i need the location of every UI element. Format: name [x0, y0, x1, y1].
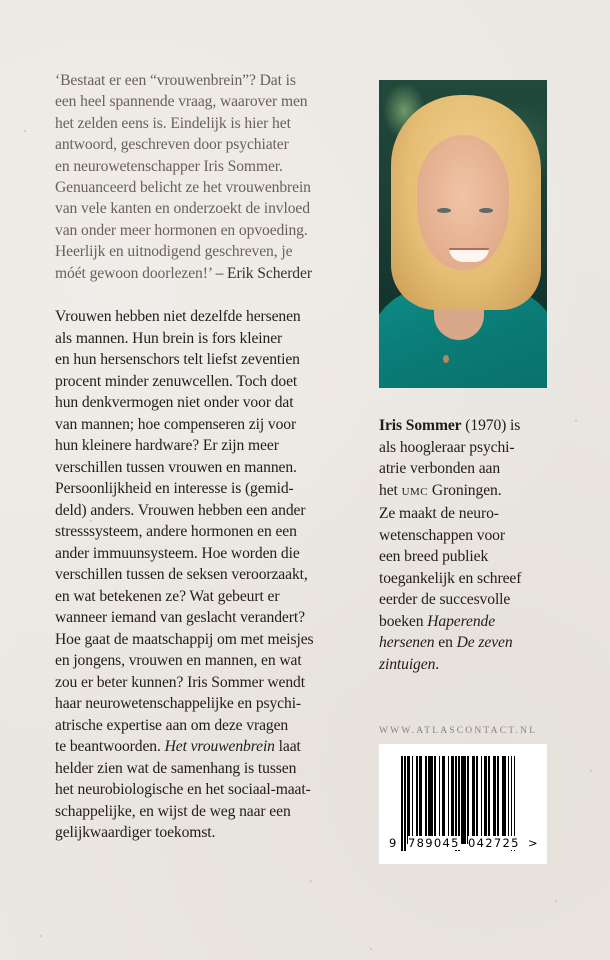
- bio-text: en: [434, 634, 457, 651]
- blurb-line: deld) anders. Vrouwen hebben een ander: [55, 501, 306, 519]
- author-name: Iris Sommer: [379, 417, 462, 434]
- paper-speck: [24, 130, 26, 132]
- blurb-line: en jongens, vrouwen en mannen, en wat: [55, 652, 302, 669]
- blurb-line: helder zien wat de samenhang is tussen: [55, 759, 297, 777]
- paper-speck: [40, 935, 42, 937]
- blurb-line: stresssysteem, andere hormonen en een: [55, 523, 297, 540]
- blurb-line: van mannen; hoe compenseren zij voor: [55, 415, 297, 433]
- quote-line: Heerlijk en uitnodigend geschreven, je: [55, 243, 293, 261]
- photo-eye: [437, 208, 451, 213]
- bio-line: eerder de succesvolle: [379, 591, 511, 608]
- isbn-first-digit: 9: [389, 836, 398, 850]
- blurb-line: Persoonlijkheid en interesse is (gemid-: [55, 480, 294, 497]
- quote-line: ‘Bestaat er een “vrouwenbrein”? Dat is: [55, 72, 296, 89]
- quote-line: en neurowetenschapper Iris Sommer.: [55, 157, 283, 175]
- blurb-line: verschillen tussen vrouwen en mannen.: [55, 458, 297, 476]
- quote-line: antwoord, geschreven door psychiater: [55, 136, 289, 154]
- bio-line: [379, 611, 589, 633]
- blurb-line: gelijkwaardiger toekomst.: [55, 824, 216, 841]
- bio-line: [379, 480, 589, 504]
- blurb-line: hun denkvermogen niet onder voor dat: [55, 394, 294, 411]
- endorsement-quote: [55, 70, 365, 284]
- quote-line: Genuanceerd belicht ze het vrouwenbrein: [55, 179, 311, 197]
- book-title: Het vrouwenbrein: [164, 738, 275, 755]
- blurb-text: te beantwoorden.: [55, 738, 165, 755]
- bio-line: Ze maakt de neuro-: [379, 505, 499, 522]
- isbn-group-1: 789045: [408, 836, 460, 850]
- blurb-line: en wat betekenen ze? Wat gebeurt er: [55, 587, 280, 605]
- photo-necklace-pendant: [443, 355, 449, 363]
- bio-text: Groningen.: [428, 481, 502, 499]
- blurb-line: Vrouwen hebben niet dezelfde hersenen: [55, 308, 301, 325]
- blurb-line: hun kleinere hardware? Er zijn meer: [55, 437, 279, 454]
- bio-text: (1970) is: [461, 417, 521, 434]
- quote-line: het zelden eens is. Eindelijk is hier het: [55, 114, 291, 132]
- blurb-line: haar neurowetenschappelijke en psychi-: [55, 695, 302, 712]
- paper-speck: [590, 770, 592, 772]
- isbn-barcode: [379, 744, 547, 864]
- institution-abbrev: UMC: [401, 485, 429, 498]
- isbn-digits: [379, 836, 547, 852]
- quote-line: een heel spannende vraag, waarover men: [55, 93, 308, 111]
- quote-line: van vele kanten en onderzoekt de invloed: [55, 200, 310, 218]
- bio-line: atrie verbonden aan: [379, 460, 501, 477]
- publisher-website: WWW.ATLASCONTACT.NL: [379, 726, 538, 736]
- book-title-haperende-hersenen: Haperende: [427, 612, 496, 630]
- blurb-line: zou er beter kunnen? Iris Sommer wendt: [55, 673, 305, 691]
- bio-line: als hoogleraar psychi-: [379, 438, 515, 456]
- quote-text: [55, 70, 365, 284]
- bio-text: het: [379, 481, 402, 499]
- book-title-de-zeven-zintuigen: zintuigen: [379, 655, 436, 673]
- isbn-group-2: 042725: [468, 836, 520, 850]
- blurb-line: het neurobiologische en het sociaal-maat-: [55, 781, 311, 798]
- bio-line: [379, 632, 589, 654]
- book-title-de-zeven-zintuigen: De zeven: [456, 634, 513, 651]
- blurb-line: procent minder zenuwcellen. Toch doet: [55, 372, 298, 390]
- author-photo: [379, 80, 547, 388]
- blurb-line: wanneer iemand van geslacht verandert?: [55, 609, 305, 626]
- bio-line: [379, 415, 589, 437]
- quote-line: van onder meer hormonen en opvoeding.: [55, 221, 308, 239]
- bio-line: een breed publiek: [379, 548, 489, 565]
- blurb-line-title: [55, 736, 375, 758]
- paper-speck: [555, 900, 557, 902]
- book-blurb: [55, 306, 375, 844]
- bio-text: boeken: [379, 612, 428, 630]
- quote-line-last: [55, 263, 365, 284]
- blurb-line: ander immuunsysteem. Hoe worden die: [55, 544, 300, 562]
- quote-last-text: móét gewoon doorlezen!’: [55, 264, 216, 282]
- bio-line: toegankelijk en schreef: [379, 569, 522, 587]
- blurb-line: verschillen tussen de seksen veroorzaakt,: [55, 566, 308, 583]
- blurb-line: en hun hersenschors telt liefst zeventien: [55, 351, 300, 368]
- bio-text: .: [435, 655, 440, 673]
- quote-attribution: – Erik Scherder: [215, 264, 312, 282]
- blurb-line: schappelijke, en wijst de weg naar een: [55, 802, 291, 820]
- photo-eye: [479, 208, 493, 213]
- quiet-zone-marker: >: [528, 836, 539, 850]
- blurb-text: laat: [274, 738, 301, 755]
- blurb-line: Hoe gaat de maatschappij om met meisjes: [55, 630, 314, 648]
- blurb-line: atrische expertise aan om deze vragen: [55, 716, 289, 734]
- bio-line: wetenschappen voor: [379, 526, 505, 544]
- blurb-line: als mannen. Hun brein is fors kleiner: [55, 329, 283, 347]
- book-title-haperende-hersenen: hersenen: [379, 634, 435, 651]
- bio-line: [379, 654, 589, 676]
- author-bio: [379, 415, 589, 675]
- paper-speck: [370, 948, 372, 950]
- paper-speck: [310, 880, 312, 882]
